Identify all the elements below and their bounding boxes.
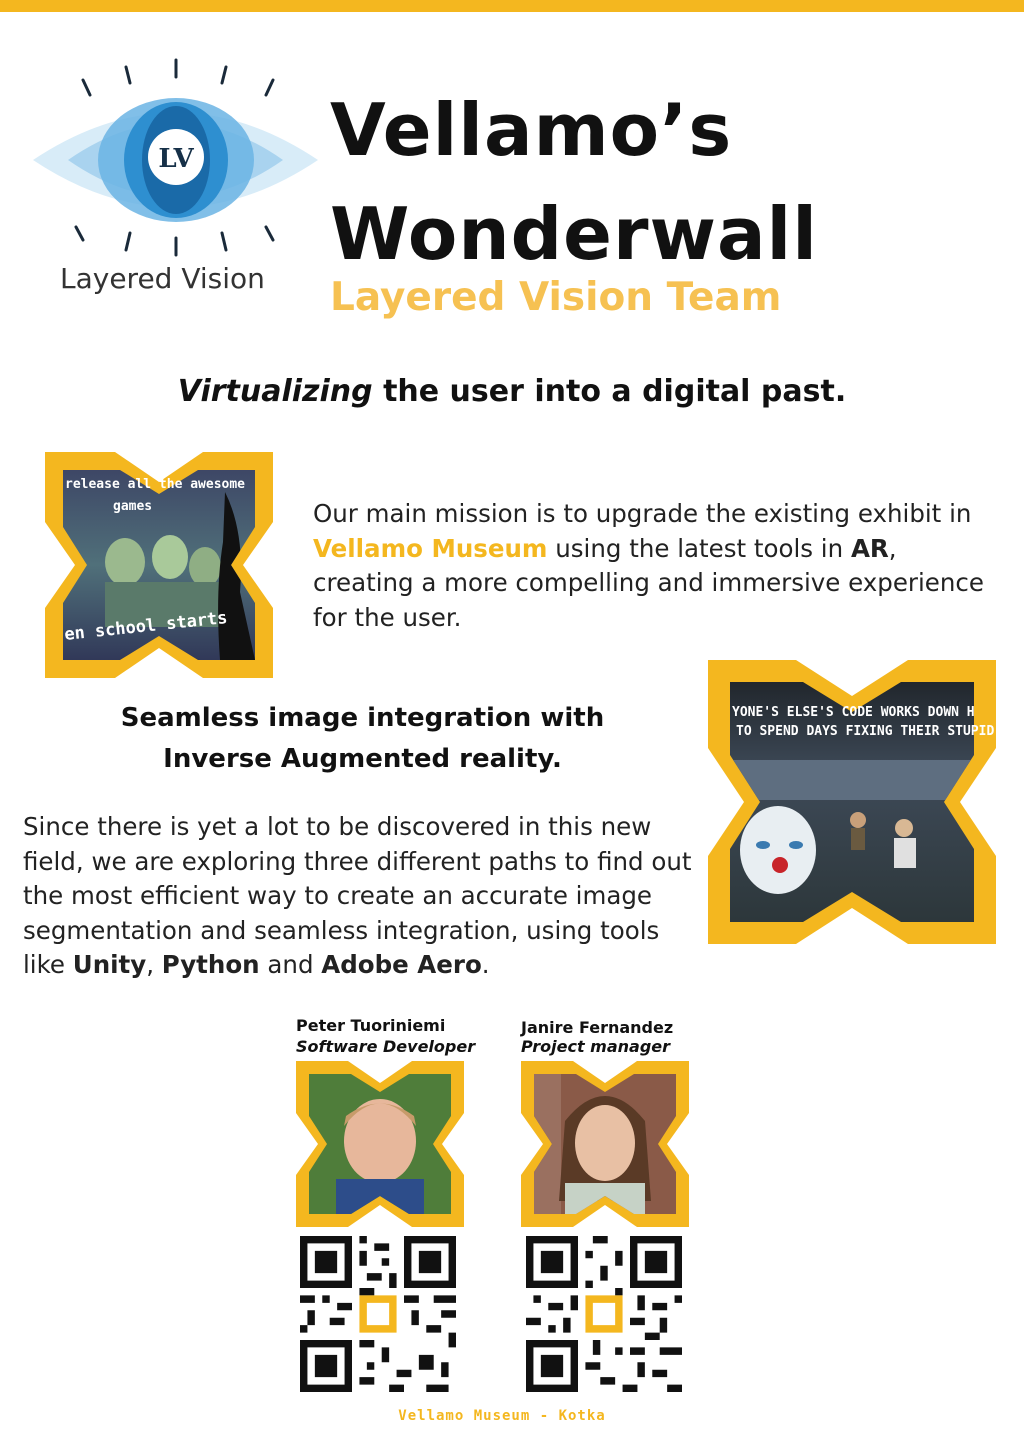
mission-text-3: , creating a more compelling and immersive experience for the user. [313, 533, 984, 632]
photo1-caption-3: en school starts [63, 607, 229, 645]
member-2-name: Janire Fernandez [521, 1018, 674, 1037]
section-heading-line-2: Inverse Augmented reality. [163, 744, 562, 774]
member-1-photo [296, 1061, 464, 1227]
page-title [330, 78, 818, 286]
top-accent-bar [0, 0, 1024, 12]
explore-end: . [481, 950, 490, 979]
footer-location: Vellamo Museum - Kotka [398, 1408, 606, 1424]
member-2-qr-code[interactable] [526, 1236, 682, 1392]
member-1-name: Peter Tuoriniemi [296, 1016, 446, 1035]
page-subtitle: Layered Vision Team [330, 275, 782, 320]
separator-1: , [146, 950, 162, 979]
ar-highlight: AR [850, 533, 889, 563]
exhibit-photo-1 [45, 452, 273, 678]
tagline-emphasis: Virtualizing [177, 374, 373, 409]
title-line-2: Wonderwall [330, 192, 818, 276]
mission-paragraph [313, 497, 1003, 635]
explore-text: Since there is yet a lot to be discovered in this new field, we are exploring three different paths to find out the most efficient way to create an accurate image segmentation and seamless integration, using tools like [23, 812, 692, 979]
separator-2: and [259, 950, 322, 979]
member-1-role: Software Developer [296, 1037, 476, 1056]
tagline [0, 374, 1024, 409]
svg-text:LV: LV [158, 144, 194, 174]
tool-python: Python [161, 950, 260, 979]
museum-highlight: Vellamo Museum [313, 533, 548, 563]
photo2-caption-2: TO SPEND DAYS FIXING THEIR STUPID [736, 724, 995, 739]
section-heading [50, 698, 675, 780]
member-2-photo [521, 1061, 689, 1227]
member-1-qr-code[interactable] [300, 1236, 456, 1392]
photo1-caption-1: release all the awesome [65, 477, 246, 492]
tool-adobe-aero: Adobe Aero [321, 950, 482, 979]
mission-text-1: Our main mission is to upgrade the existing exhibit in [313, 499, 972, 528]
exhibit-photo-2 [708, 660, 996, 944]
tagline-rest: the user into a digital past. [372, 374, 847, 409]
photo1-caption-2: games [113, 499, 153, 514]
photo2-caption-1: YONE'S ELSE'S CODE WORKS DOWN H [732, 705, 975, 720]
logo-wordmark: Layered Vision [60, 262, 265, 295]
tool-unity: Unity [72, 950, 147, 979]
section-heading-line-1: Seamless image integration with [120, 703, 605, 733]
mission-text-2: using the latest tools in [547, 533, 851, 563]
explore-paragraph [23, 810, 693, 983]
member-2-role: Project manager [521, 1037, 671, 1056]
title-line-1: Vellamo’s [330, 88, 733, 172]
